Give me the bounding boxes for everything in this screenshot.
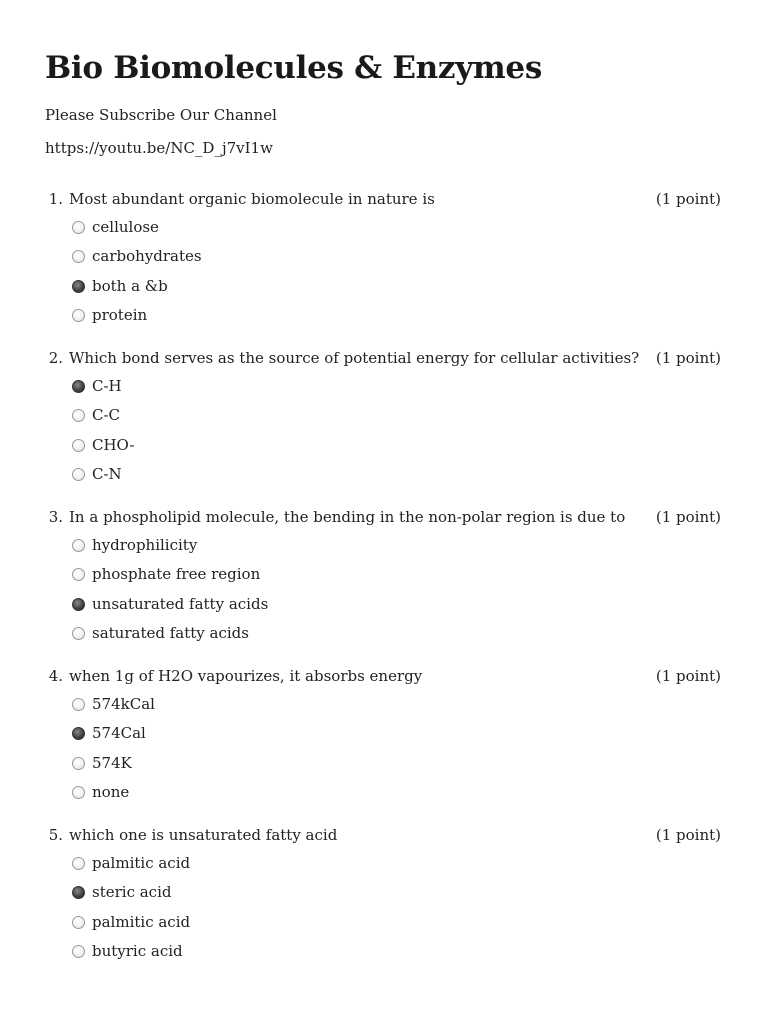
option-label: phosphate free region xyxy=(92,565,261,584)
option-label: carbohydrates xyxy=(92,247,202,266)
option-label: C-H xyxy=(92,377,122,395)
question-text: Most abundant organic biomolecule in nature is xyxy=(69,190,435,208)
option-label: palmitic acid xyxy=(92,854,191,872)
radio-button[interactable] xyxy=(72,539,85,552)
question-number: 5. xyxy=(48,826,63,844)
question-3 xyxy=(45,508,723,667)
radio-button[interactable] xyxy=(72,945,85,958)
question-4 xyxy=(45,667,723,826)
radio-button[interactable] xyxy=(72,857,85,870)
option-label: C-C xyxy=(92,406,121,425)
question-text: which one is unsaturated fatty acid xyxy=(69,826,338,844)
option-label: none xyxy=(92,782,130,801)
question-2 xyxy=(45,349,723,508)
option-label: 574Cal xyxy=(92,724,146,743)
question-1 xyxy=(45,190,723,349)
radio-button[interactable] xyxy=(72,468,85,481)
question-header xyxy=(45,190,723,214)
radio-button[interactable] xyxy=(72,280,85,293)
option-label: CHO- xyxy=(92,435,135,454)
question-text: when 1g of H2O vapourizes, it absorbs energy xyxy=(69,667,423,685)
option-label: steric acid xyxy=(92,883,172,902)
radio-button[interactable] xyxy=(72,309,85,322)
option-label: 574kCal xyxy=(92,695,155,713)
radio-button[interactable] xyxy=(72,727,85,740)
question-number: 3. xyxy=(48,508,63,526)
radio-button[interactable] xyxy=(72,886,85,899)
option-label: both a &b xyxy=(92,276,168,295)
quiz-subtitle: Please Subscribe Our Channel xyxy=(45,106,277,124)
question-text: Which bond serves as the source of potential energy for cellular activities? xyxy=(69,349,640,367)
option-label: 574K xyxy=(92,753,132,772)
radio-button[interactable] xyxy=(72,786,85,799)
radio-button[interactable] xyxy=(72,409,85,422)
option-label: protein xyxy=(92,305,148,324)
option-label: C-N xyxy=(92,464,122,483)
quiz-title: Bio Biomolecules & Enzymes xyxy=(45,50,542,86)
radio-button[interactable] xyxy=(72,380,85,393)
channel-link[interactable]: https://youtu.be/NC_D_j7vI1w xyxy=(45,139,273,157)
question-number: 1. xyxy=(48,190,63,208)
option-label: palmitic acid xyxy=(92,912,191,931)
question-header xyxy=(45,349,723,373)
question-points: (1 point) xyxy=(655,508,721,526)
radio-button[interactable] xyxy=(72,627,85,640)
question-points: (1 point) xyxy=(655,667,721,685)
question-points: (1 point) xyxy=(655,190,721,208)
question-5 xyxy=(45,826,723,985)
question-header xyxy=(45,667,723,691)
option-label: cellulose xyxy=(92,218,159,236)
radio-button[interactable] xyxy=(72,250,85,263)
question-number: 4. xyxy=(48,667,63,685)
radio-button[interactable] xyxy=(72,598,85,611)
question-points: (1 point) xyxy=(655,826,721,844)
option-label: hydrophilicity xyxy=(92,536,198,554)
radio-button[interactable] xyxy=(72,568,85,581)
question-text: In a phospholipid molecule, the bending in the non-polar region is due to xyxy=(69,508,626,526)
radio-button[interactable] xyxy=(72,439,85,452)
radio-button[interactable] xyxy=(72,698,85,711)
question-header xyxy=(45,826,723,850)
question-points: (1 point) xyxy=(655,349,721,367)
option-label: unsaturated fatty acids xyxy=(92,594,269,613)
question-header xyxy=(45,508,723,532)
radio-button[interactable] xyxy=(72,221,85,234)
radio-button[interactable] xyxy=(72,916,85,929)
radio-button[interactable] xyxy=(72,757,85,770)
option-label: butyric acid xyxy=(92,941,183,960)
option-label: saturated fatty acids xyxy=(92,623,249,642)
question-number: 2. xyxy=(48,349,63,367)
question-list xyxy=(45,190,723,985)
